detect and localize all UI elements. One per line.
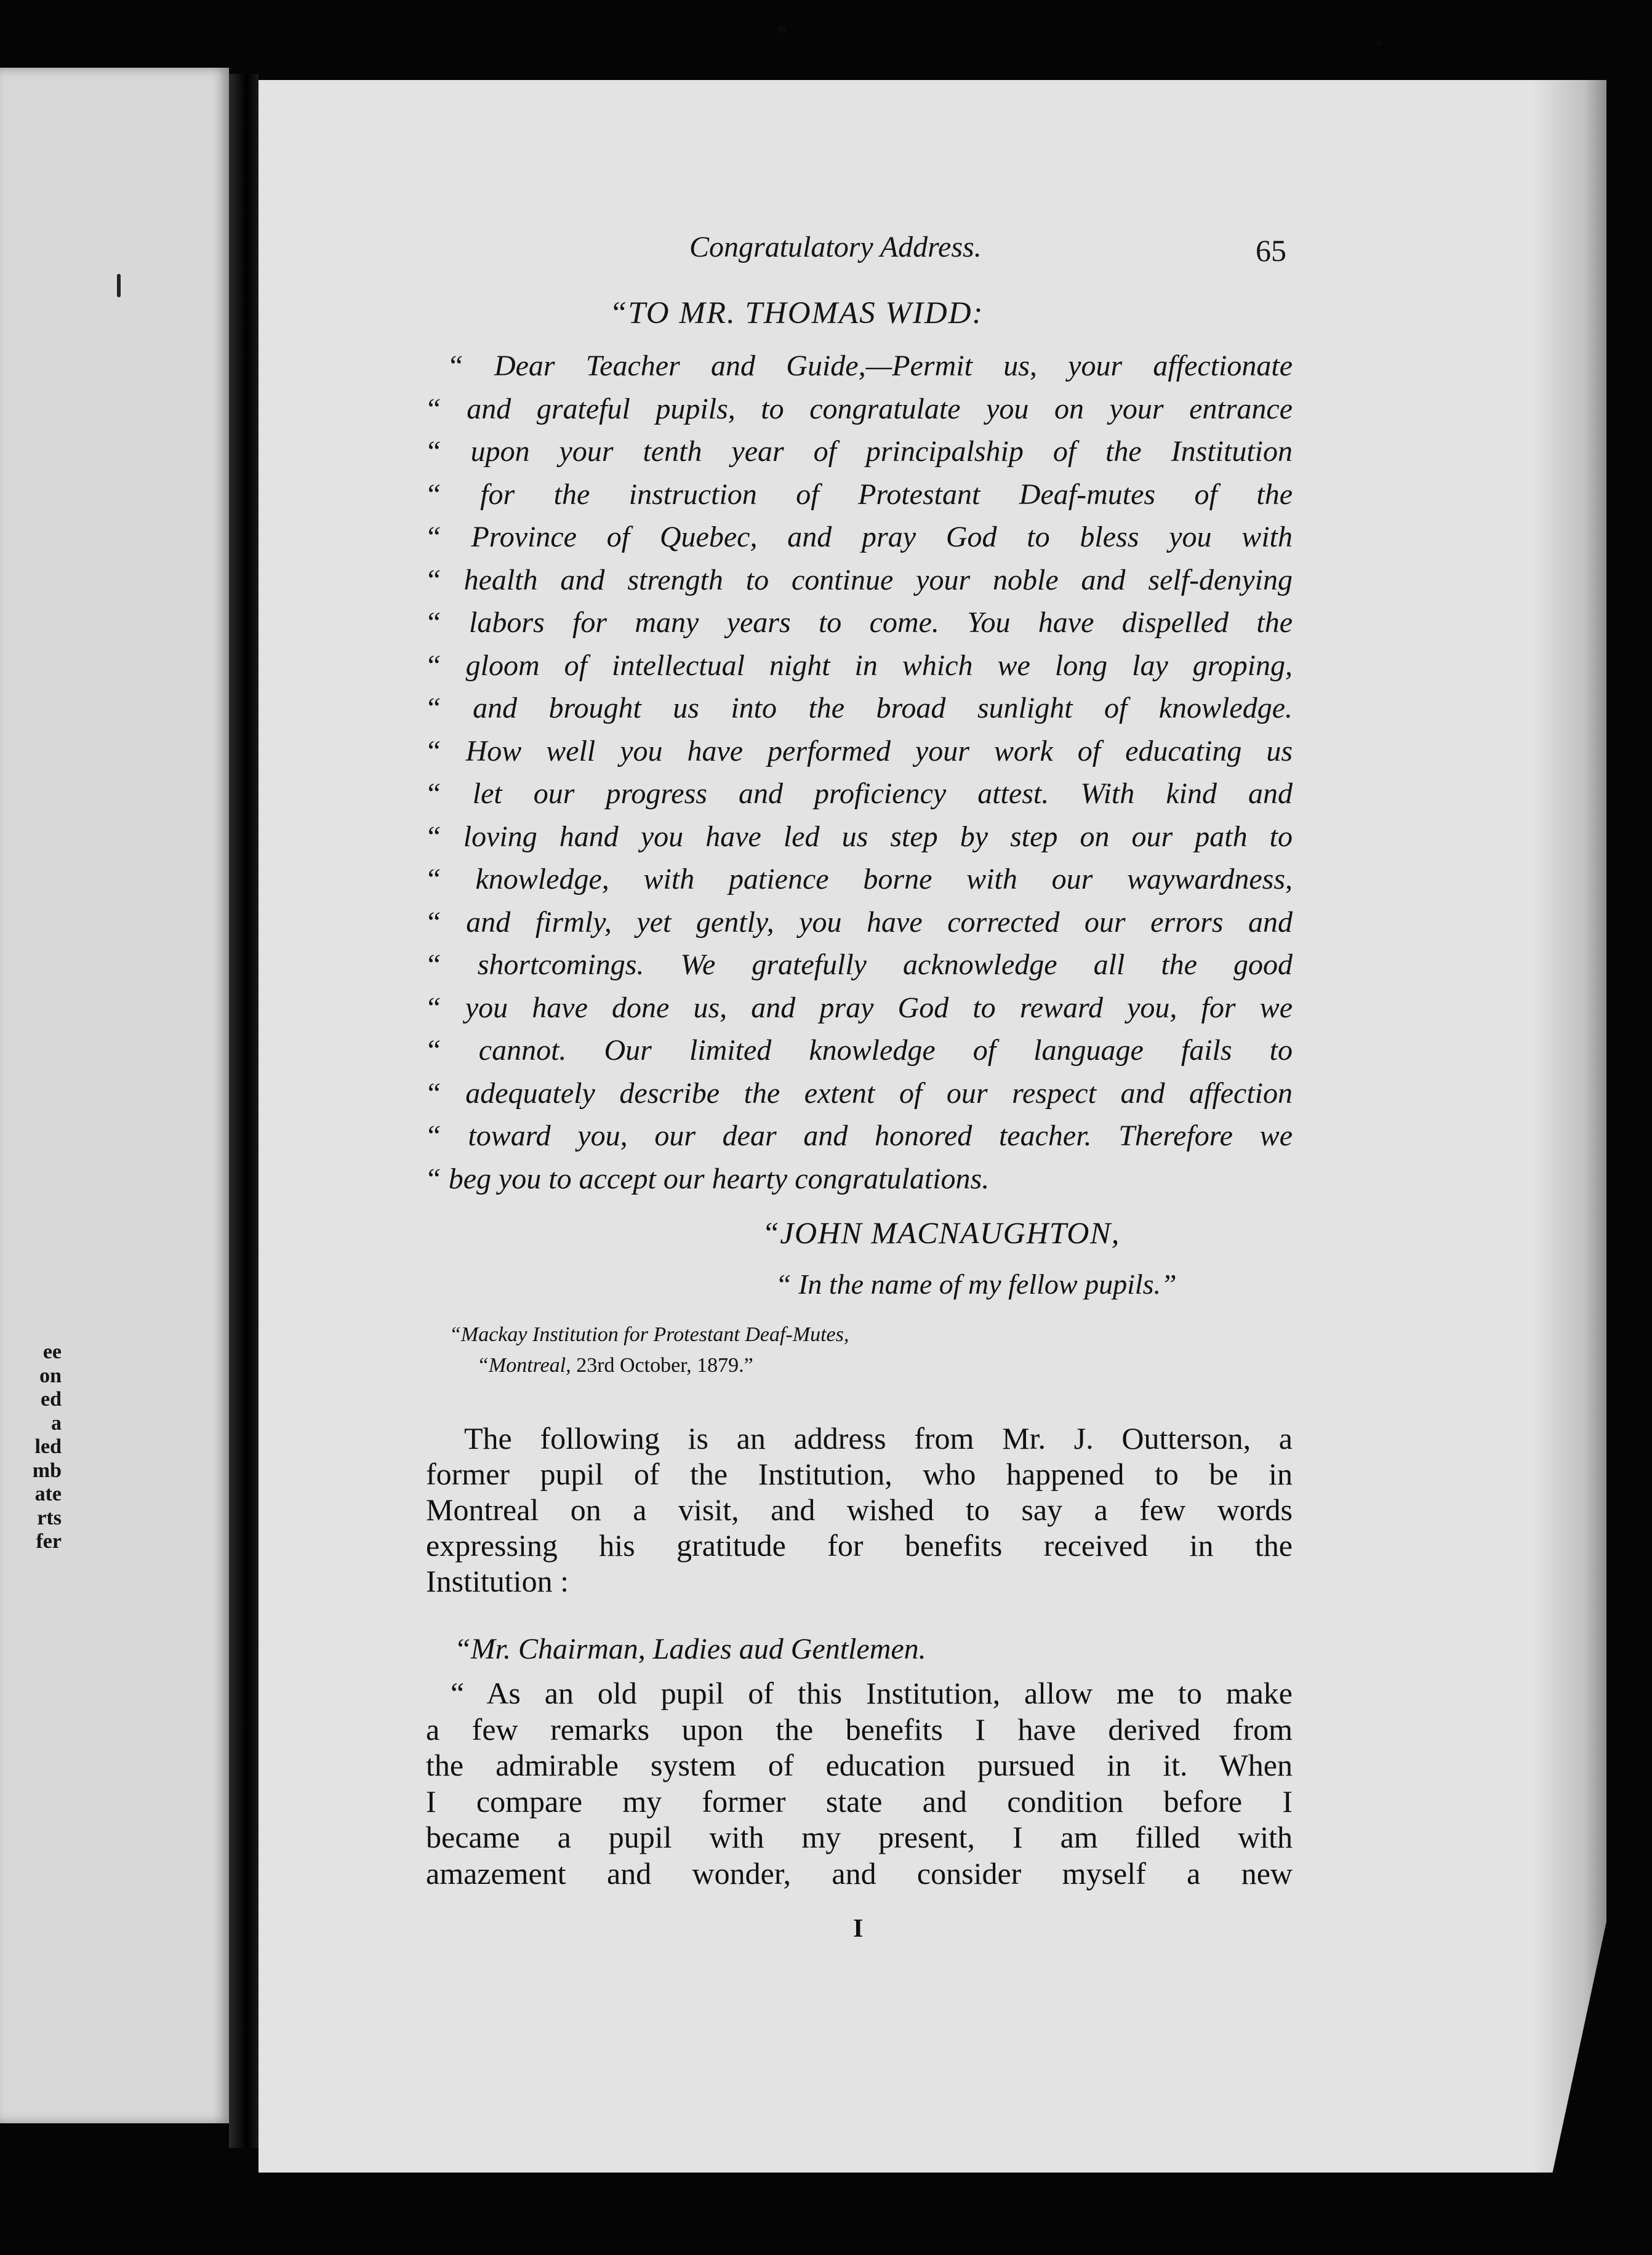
address-line: “ for the instruction of Protestant Deaf-mutes of the [425,478,1293,511]
dateline-institution: “Mackay Institution for Protestant Deaf-Mutes, [449,1323,849,1346]
fragment-line: ate [34,1483,62,1505]
intro-line: former pupil of the Institution, who happened to be in [426,1457,1293,1491]
address-line: “ and grateful pupils, to congratulate you on your entrance [425,392,1293,425]
intro-paragraph [426,1420,1293,1599]
address-line: “ beg you to accept our hearty congratulations. [425,1162,990,1195]
speech-line: I compare my former state and condition before I [426,1784,1293,1819]
address-line: “ gloom of intellectual night in which we long lay groping, [425,649,1293,682]
speech-line: amazement and wonder, and consider myself a new [426,1856,1293,1891]
speech-paragraph [426,1675,1293,1891]
address-line: “ and brought us into the broad sunlight of knowledge. [425,692,1293,724]
address-line: “ upon your tenth year of principalship of the Institution [425,435,1293,468]
speech-line: became a pupil with my present, I am filled with [426,1820,1293,1854]
speech-salutation: “Mr. Chairman, Ladies aud Gentlemen. [454,1633,926,1665]
address-line: “ Dear Teacher and Guide,—Permit us, your affectionate [447,350,1293,382]
address-line: “ loving hand you have led us step by step on our path to [425,820,1293,853]
address-line: “ adequately describe the extent of our respect and affection [425,1076,1293,1110]
running-head: Congratulatory Address. [689,231,982,263]
dateline-place: “Montreal, [477,1354,571,1377]
intro-line: The following is an address from Mr. J. Outterson, a [464,1421,1293,1456]
address-line: “ health and strength to continue your noble and self-denying [425,563,1293,596]
address-line: “ knowledge, with patience borne with our waywardness, [425,863,1293,895]
dateline-date: 23rd October, 1879.” [576,1354,753,1377]
fragment-line: ed [41,1388,62,1411]
fragment-line: fer [36,1530,62,1553]
address-line: “ cannot. Our limited knowledge of language fails to [425,1034,1293,1067]
facing-page-text-fragments [0,1340,62,1554]
speech-line: a few remarks upon the benefits I have derived from [426,1712,1293,1747]
page-number: 65 [1256,233,1286,268]
signer-subtitle: “ In the name of my fellow pupils.” [776,1268,1177,1300]
page-edge-shading [1533,80,1606,2173]
dateline-place-date [477,1354,753,1377]
ink-mark [117,274,121,297]
address-body [425,345,1293,1200]
facing-page-fragment [0,68,229,2123]
speech-line: the admirable system of education pursued in it. When [426,1748,1293,1782]
intro-line: Institution : [426,1564,569,1598]
fragment-line: led [34,1435,62,1458]
speech-line: “ As an old pupil of this Institution, allow me to make [451,1676,1293,1710]
signature-mark: I [853,1915,864,1943]
fragment-line: on [39,1364,62,1387]
address-line: “ Province of Quebec, and pray God to bless you with [425,521,1293,553]
scan-speck [1376,41,1381,46]
fragment-line: a [51,1411,62,1435]
address-line: “ and firmly, yet gently, you have corrected our errors and [425,905,1293,939]
scan-speck [777,26,787,33]
fragment-line: rts [37,1506,62,1529]
address-heading: “TO MR. THOMAS WIDD: [609,296,984,330]
signer-name: “JOHN MACNAUGHTON, [762,1216,1120,1250]
address-line: “ labors for many years to come. You have dispelled the [425,606,1293,639]
intro-line: expressing his gratitude for benefits received in the [426,1528,1293,1563]
fragment-line: mb [32,1459,62,1482]
address-line: “ shortcomings. We gratefully acknowledge all the good [425,948,1293,981]
intro-line: Montreal on a visit, and wished to say a few words [426,1492,1293,1527]
address-line: “ let our progress and proficiency attest. With kind and [425,777,1293,810]
address-line: “ toward you, our dear and honored teacher. Therefore we [425,1119,1293,1152]
book-gutter [229,74,259,2148]
fragment-line: ee [42,1340,62,1363]
address-line: “ How well you have performed your work of educating us [425,734,1293,767]
address-line: “ you have done us, and pray God to reward you, for we [425,991,1293,1024]
